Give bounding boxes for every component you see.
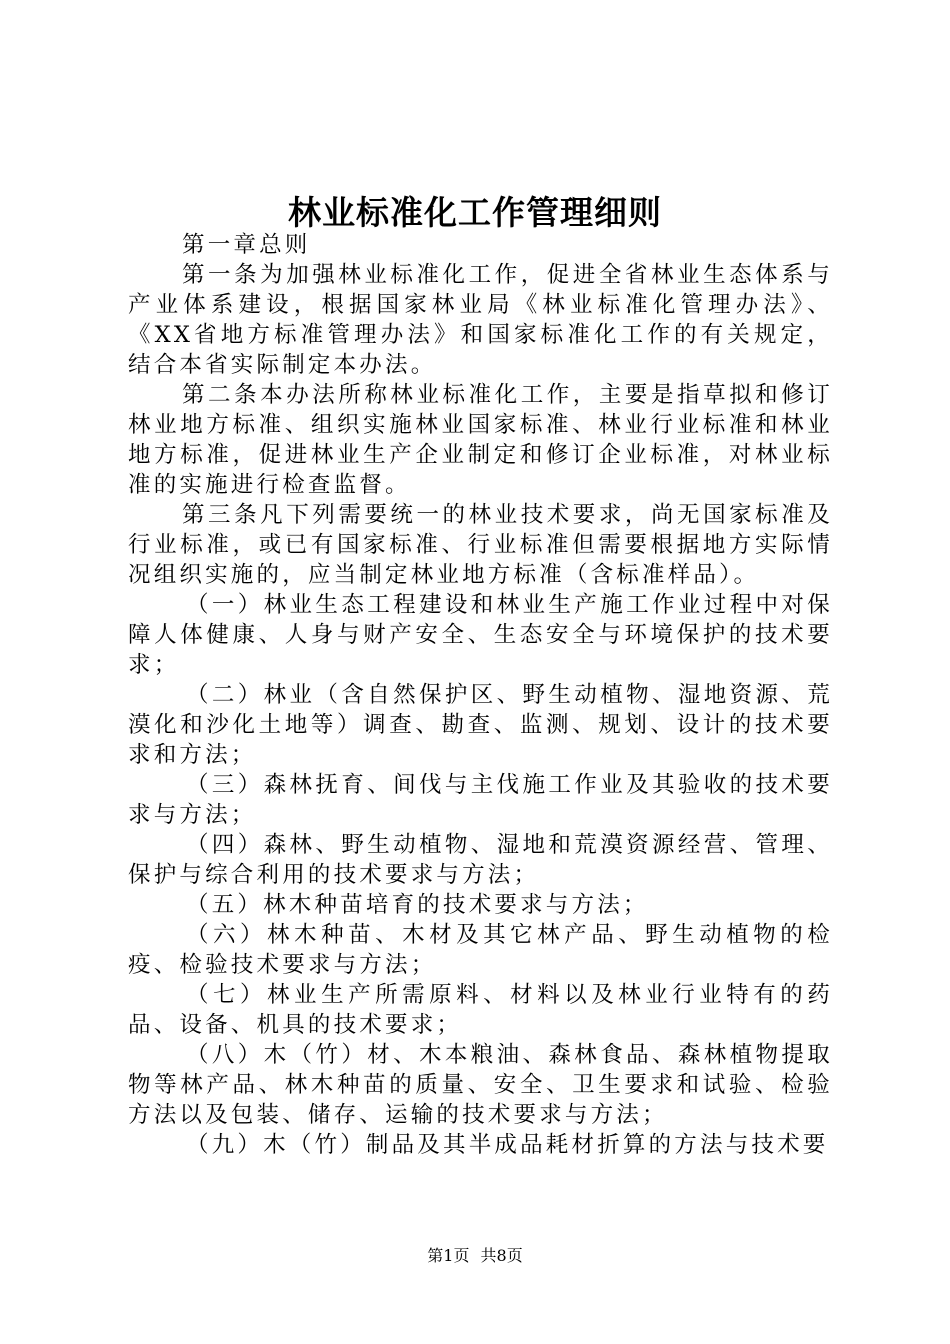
list-item: （四）森林、野生动植物、湿地和荒漠资源经营、管理、保护与综合利用的技术要求与方法； <box>128 832 833 888</box>
article-paragraph: 第一条为加强林业标准化工作，促进全省林业生态体系与产业体系建设，根据国家林业局《林业标准化管理办法》、《XX省地方标准管理办法》和国家标准化工作的有关规定，结合本省实际制定本办法。 <box>128 262 833 378</box>
article-paragraph: 第二条本办法所称林业标准化工作，主要是指草拟和修订林业地方标准、组织实施林业国家标准、林业行业标准和林业地方标准，促进林业生产企业制定和修订企业标准，对林业标准的实施进行检查监督。 <box>128 382 833 498</box>
list-item: （八）木（竹）材、木本粮油、森林食品、森林植物提取物等林产品、林木种苗的质量、安全、卫生要求和试验、检验方法以及包装、储存、运输的技术要求与方法； <box>128 1042 833 1128</box>
list-item: （二）林业（含自然保护区、野生动植物、湿地资源、荒漠化和沙化土地等）调查、勘查、监测、规划、设计的技术要求和方法； <box>128 682 833 768</box>
list-item: （九）木（竹）制品及其半成品耗材折算的方法与技术要 <box>186 1132 829 1158</box>
page-number: 第1页 <box>427 1246 470 1265</box>
chapter-heading: 第一章总则 <box>182 232 311 258</box>
list-item: （五）林木种苗培育的技术要求与方法； <box>186 892 649 918</box>
document-body <box>128 230 833 1160</box>
list-item: （三）森林抚育、间伐与主伐施工作业及其验收的技术要求与方法； <box>128 772 833 828</box>
document-title: 林业标准化工作管理细则 <box>288 193 662 232</box>
list-item: （六）林木种苗、木材及其它林产品、野生动植物的检疫、检验技术要求与方法； <box>128 922 833 978</box>
list-item: （一）林业生态工程建设和林业生产施工作业过程中对保障人体健康、人身与财产安全、生态安全与环境保护的技术要求； <box>128 592 833 678</box>
article-paragraph: 第三条凡下列需要统一的林业技术要求，尚无国家标准及行业标准，或已有国家标准、行业标准但需要根据地方实际情况组织实施的，应当制定林业地方标准（含标准样品）。 <box>128 502 833 588</box>
page-total: 共8页 <box>480 1246 523 1265</box>
page-footer <box>0 1243 950 1266</box>
list-item: （七）林业生产所需原料、材料以及林业行业特有的药品、设备、机具的技术要求； <box>128 982 833 1038</box>
